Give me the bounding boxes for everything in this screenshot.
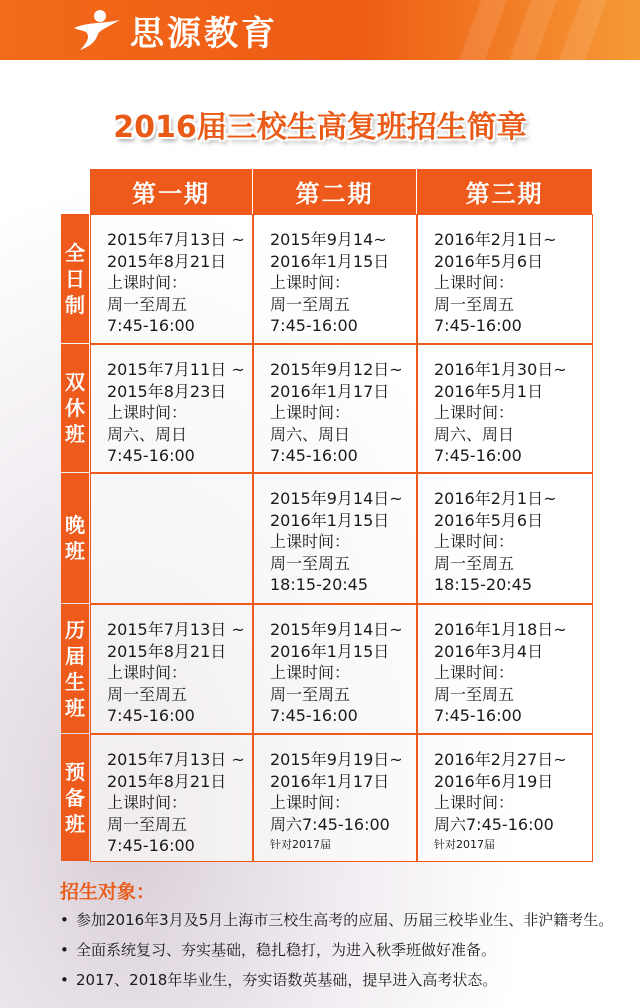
- cell-line: 2016年5月1日: [434, 381, 544, 401]
- cell-line: 上课时间：: [434, 403, 515, 422]
- cell-line: 2016年2月1日~: [434, 230, 557, 249]
- cell-line: 7:45-16:00: [434, 706, 522, 725]
- cell-line: 2016年3月4日: [434, 641, 544, 661]
- schedule-cell: [90, 473, 253, 604]
- column-header: 第三期: [417, 169, 592, 214]
- cell-note: 针对2017届: [270, 838, 331, 851]
- cell-line: 7:45-16:00: [107, 836, 195, 855]
- schedule-cell: [253, 344, 417, 473]
- brand-logo: [70, 8, 278, 52]
- schedule-cell: [253, 214, 417, 344]
- cell-line: 上课时间：: [434, 793, 515, 812]
- cell-line: 周六7:45-16:00: [434, 814, 554, 834]
- column-header: 第二期: [253, 169, 416, 214]
- cell-line: 2015年8月21日: [107, 251, 227, 271]
- cell-line: 7:45-16:00: [270, 446, 358, 465]
- header-banner: [0, 0, 640, 60]
- cell-line: 周一至周五: [434, 684, 515, 704]
- cell-line: 上课时间：: [434, 273, 515, 292]
- cell-line: 上课时间：: [434, 532, 515, 551]
- cell-line: 周六、周日: [270, 424, 351, 444]
- schedule-cell: [90, 214, 253, 344]
- cell-line: 2015年8月21日: [107, 771, 227, 791]
- schedule-cell: [253, 734, 417, 862]
- cell-line: 2015年7月11日 ~: [107, 360, 245, 379]
- schedule-cell: [417, 604, 593, 734]
- schedule-cell: [253, 473, 417, 604]
- cell-line: 2016年1月15日: [270, 510, 390, 530]
- schedule-cell: [417, 344, 593, 473]
- cell-line: 2016年1月18日~: [434, 620, 567, 639]
- cell-line: 2016年1月15日: [270, 251, 390, 271]
- cell-line: 2016年1月17日: [270, 381, 390, 401]
- cell-line: 上课时间：: [270, 273, 351, 292]
- cell-line: 周六、周日: [434, 424, 515, 444]
- cell-line: 2015年7月13日 ~: [107, 750, 245, 769]
- schedule-cell: [253, 604, 417, 734]
- cell-line: 2016年2月27日~: [434, 750, 567, 769]
- cell-line: 周六7:45-16:00: [270, 814, 390, 834]
- cell-line: 上课时间：: [270, 663, 351, 682]
- cell-line: 2016年1月17日: [270, 771, 390, 791]
- cell-line: 上课时间：: [434, 663, 515, 682]
- cell-line: 周一至周五: [270, 294, 351, 314]
- cell-line: 上课时间：: [107, 273, 188, 292]
- cell-line: 2015年8月21日: [107, 641, 227, 661]
- row-header: 全 日 制: [61, 214, 89, 343]
- row-header: 双 休 班: [61, 344, 89, 472]
- schedule-cell: [90, 604, 253, 734]
- cell-line: 上课时间：: [270, 793, 351, 812]
- cell-line: 2015年9月14~: [270, 230, 387, 249]
- cell-line: 2015年9月14日~: [270, 489, 403, 508]
- cell-line: 2016年6月19日: [434, 771, 554, 791]
- cell-line: 2016年5月6日: [434, 510, 544, 530]
- schedule-cell: [90, 734, 253, 862]
- target-list: [60, 905, 635, 995]
- target-item: • 2017、2018年毕业生，夯实语数英基础，提早进入高考状态。: [60, 971, 498, 989]
- cell-line: 7:45-16:00: [434, 316, 522, 335]
- cell-line: 周一至周五: [270, 684, 351, 704]
- brand-logo-icon: [70, 8, 124, 52]
- cell-line: 7:45-16:00: [107, 706, 195, 725]
- cell-line: 7:45-16:00: [107, 316, 195, 335]
- cell-line: 2015年7月13日 ~: [107, 620, 245, 639]
- cell-line: 周一至周五: [107, 684, 188, 704]
- target-item: • 全面系统复习、夯实基础，稳扎稳打，为进入秋季班做好准备。: [60, 941, 497, 959]
- schedule-cell: [417, 214, 593, 344]
- cell-line: 2015年9月19日~: [270, 750, 403, 769]
- cell-line: 周六、周日: [107, 424, 188, 444]
- cell-line: 周一至周五: [270, 553, 351, 573]
- cell-line: 周一至周五: [107, 294, 188, 314]
- cell-line: 2016年2月1日~: [434, 489, 557, 508]
- cell-note: 针对2017届: [434, 838, 495, 851]
- cell-line: 周一至周五: [434, 553, 515, 573]
- cell-line: 2015年9月12日~: [270, 360, 403, 379]
- cell-line: 周一至周五: [107, 814, 188, 834]
- schedule-cell: [417, 734, 593, 862]
- cell-line: 上课时间：: [107, 793, 188, 812]
- cell-line: 上课时间：: [270, 403, 351, 422]
- cell-line: 2015年8月23日: [107, 381, 227, 401]
- brand-name: 思源教育: [130, 13, 278, 54]
- cell-line: 2016年5月6日: [434, 251, 544, 271]
- cell-line: 7:45-16:00: [107, 446, 195, 465]
- page-title: 2016届三校生高复班招生简章: [113, 110, 527, 145]
- schedule-cell: [90, 344, 253, 473]
- schedule-cell: [417, 473, 593, 604]
- cell-line: 上课时间：: [107, 403, 188, 422]
- column-header: 第一期: [90, 169, 252, 214]
- cell-line: 2015年7月13日 ~: [107, 230, 245, 249]
- row-header: 历 届 生 班: [61, 604, 89, 733]
- cell-line: 18:15-20:45: [270, 575, 368, 594]
- target-item: • 参加2016年3月及5月上海市三校生高考的应届、历届三校毕业生、非沪籍考生。: [60, 911, 614, 929]
- row-header: 预 备 班: [61, 734, 89, 861]
- cell-line: 上课时间：: [270, 532, 351, 551]
- cell-line: 周一至周五: [434, 294, 515, 314]
- cell-line: 2016年1月30日~: [434, 360, 567, 379]
- cell-line: 18:15-20:45: [434, 575, 532, 594]
- target-heading: 招生对象：: [60, 881, 156, 903]
- cell-line: 2015年9月14日~: [270, 620, 403, 639]
- cell-line: 7:45-16:00: [270, 316, 358, 335]
- cell-line: 7:45-16:00: [434, 446, 522, 465]
- cell-line: 2016年1月15日: [270, 641, 390, 661]
- row-header: 晚 班: [61, 473, 89, 603]
- cell-line: 7:45-16:00: [270, 706, 358, 725]
- cell-line: 上课时间：: [107, 663, 188, 682]
